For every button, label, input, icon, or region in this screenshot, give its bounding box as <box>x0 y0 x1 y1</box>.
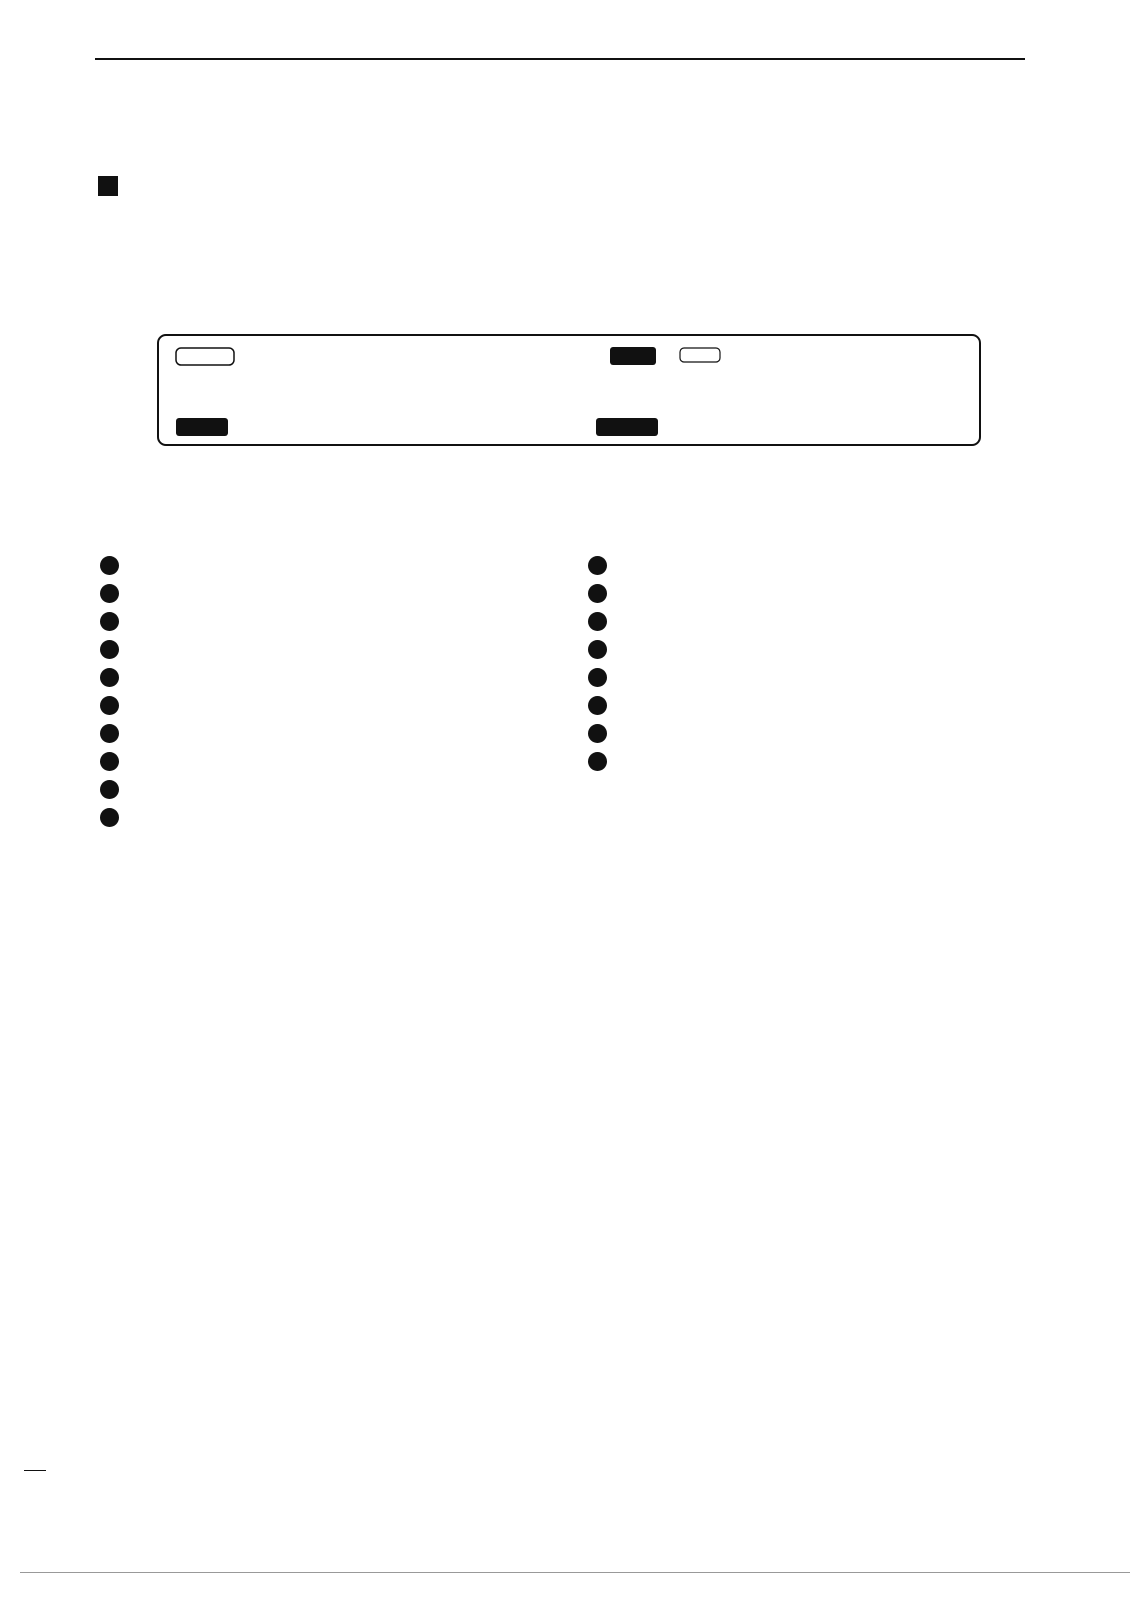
top-rule <box>95 58 1025 60</box>
item-1 <box>100 556 550 575</box>
item-3 <box>100 612 550 631</box>
func-box <box>176 348 234 365</box>
left-column <box>100 556 550 836</box>
item-13 <box>588 612 1043 631</box>
right-column <box>588 556 1043 780</box>
item-11 <box>588 556 1043 575</box>
item-14 <box>588 640 1043 659</box>
item-15 <box>588 668 1043 687</box>
square-bullet-icon <box>98 176 118 196</box>
item-12 <box>588 584 1043 603</box>
bottom-rule <box>20 1572 1130 1573</box>
item-17 <box>588 724 1043 743</box>
page-number-rule <box>24 1470 46 1471</box>
item-6 <box>100 696 550 715</box>
item-10 <box>100 808 550 827</box>
sub-box <box>610 347 656 365</box>
item-2 <box>100 584 550 603</box>
item-5 <box>100 668 550 687</box>
item-4 <box>100 640 550 659</box>
item-16 <box>588 696 1043 715</box>
section-heading <box>98 176 128 196</box>
lock-box <box>596 418 658 436</box>
item-9 <box>100 780 550 799</box>
item-18 <box>588 752 1043 771</box>
item-8 <box>100 752 550 771</box>
lcd-diagram <box>90 280 1050 510</box>
item-7 <box>100 724 550 743</box>
lcd-frame <box>158 335 980 445</box>
